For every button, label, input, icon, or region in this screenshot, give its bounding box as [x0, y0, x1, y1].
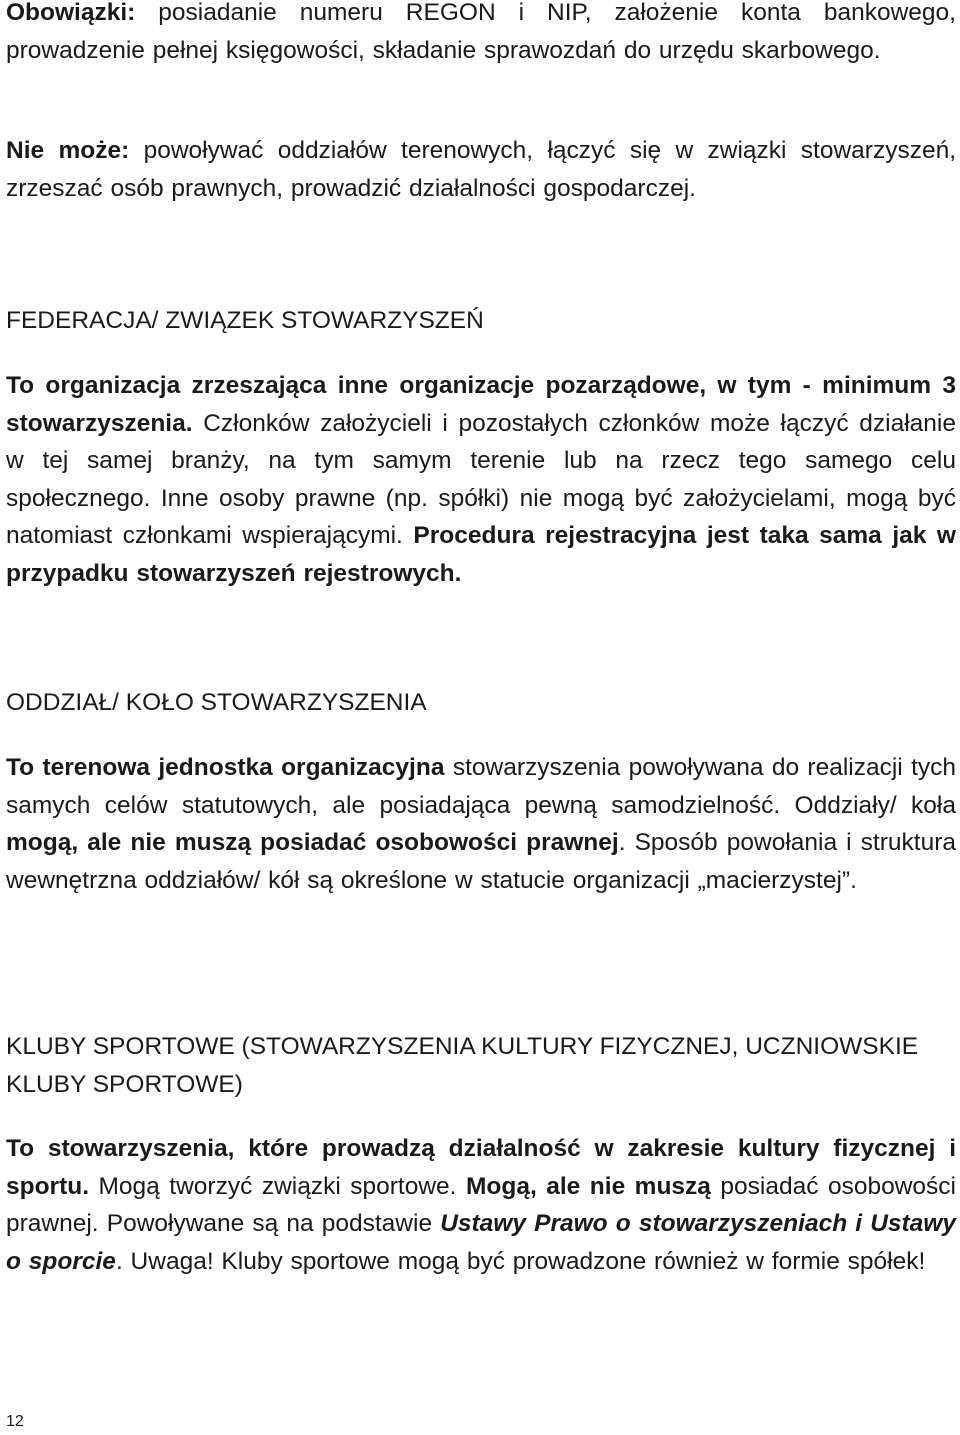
sports-clubs-heading: KLUBY SPORTOWE (STOWARZYSZENIA KULTURY FIZYCZNEJ, UCZNIOWSKIE KLUBY SPORTOWE) — [6, 1033, 919, 1098]
page-number: 12 — [6, 1413, 24, 1430]
obligations-paragraph — [6, 0, 956, 69]
branch-paragraph — [6, 749, 956, 899]
sports-clubs-paragraph — [6, 1130, 956, 1280]
branch-definition: To terenowa jednostka organizacyjna — [6, 754, 445, 781]
branch-heading: ODDZIAŁ/ KOŁO STOWARZYSZENIA — [6, 689, 427, 716]
federation-procedure: Procedura rejestracyjna jest taka sama jak w przypadku stowarzyszeń rejestrowych. — [6, 522, 956, 587]
federation-paragraph — [6, 367, 956, 592]
restrictions-paragraph — [6, 132, 956, 207]
branch-text-1: stowarzyszenia powoływana do realizacji tych samych celów statutowych, ale posiadająca pewną samodzielność. Oddziały/ koła — [6, 754, 956, 819]
federation-heading: FEDERACJA/ ZWIĄZEK STOWARZYSZEŃ — [6, 307, 484, 334]
sports-clubs-statutes: Ustawy Prawo o stowarzyszeniach i Ustawy o sporcie — [6, 1210, 956, 1275]
obligations-text: posiadanie numeru REGON i NIP, założenie konta bankowego, prowadzenie pełnej księgowości, składanie sprawozdań do urzędu skarbowego. — [6, 0, 956, 64]
federation-text: Członków założycieli i pozostałych członków może łączyć działanie w tej samej branży, na tym samym terenie lub na rzecz tego samego celu społecznego. Inne osoby prawne (np. spółki) nie mogą być założycielami, mogą być natomiast członkami wspierającymi. — [6, 409, 956, 549]
sports-clubs-text-1: Mogą tworzyć związki sportowe. — [89, 1172, 466, 1200]
branch-legal-personality: mogą, ale nie muszą posiadać osobowości prawnej — [6, 829, 619, 856]
restrictions-label: Nie może: — [6, 137, 130, 164]
sports-clubs-text-2: posiadać osobowości prawnej. Powoływane są na podstawie — [6, 1172, 957, 1237]
branch-text-2: . Sposób powołania i struktura wewnętrzna oddziałów/ kół są określone w statucie organizacji „macierzystej”. — [6, 829, 956, 894]
sports-clubs-definition: To stowarzyszenia, które prowadzą działalność w zakresie kultury fizycznej i sportu. — [6, 1135, 956, 1200]
obligations-label: Obowiązki: — [6, 0, 136, 26]
sports-clubs-text-3: . Uwaga! Kluby sportowe mogą być prowadzone również w formie spółek! — [115, 1247, 926, 1275]
restrictions-text: powoływać oddziałów terenowych, łączyć się w związki stowarzyszeń, zrzeszać osób prawnych, prowadzić działalności gospodarczej. — [6, 137, 956, 202]
federation-definition: To organizacja zrzeszająca inne organizacje pozarządowe, w tym - minimum 3 stowarzyszenia. — [6, 372, 956, 437]
sports-clubs-optional: Mogą, ale nie muszą — [465, 1172, 711, 1200]
